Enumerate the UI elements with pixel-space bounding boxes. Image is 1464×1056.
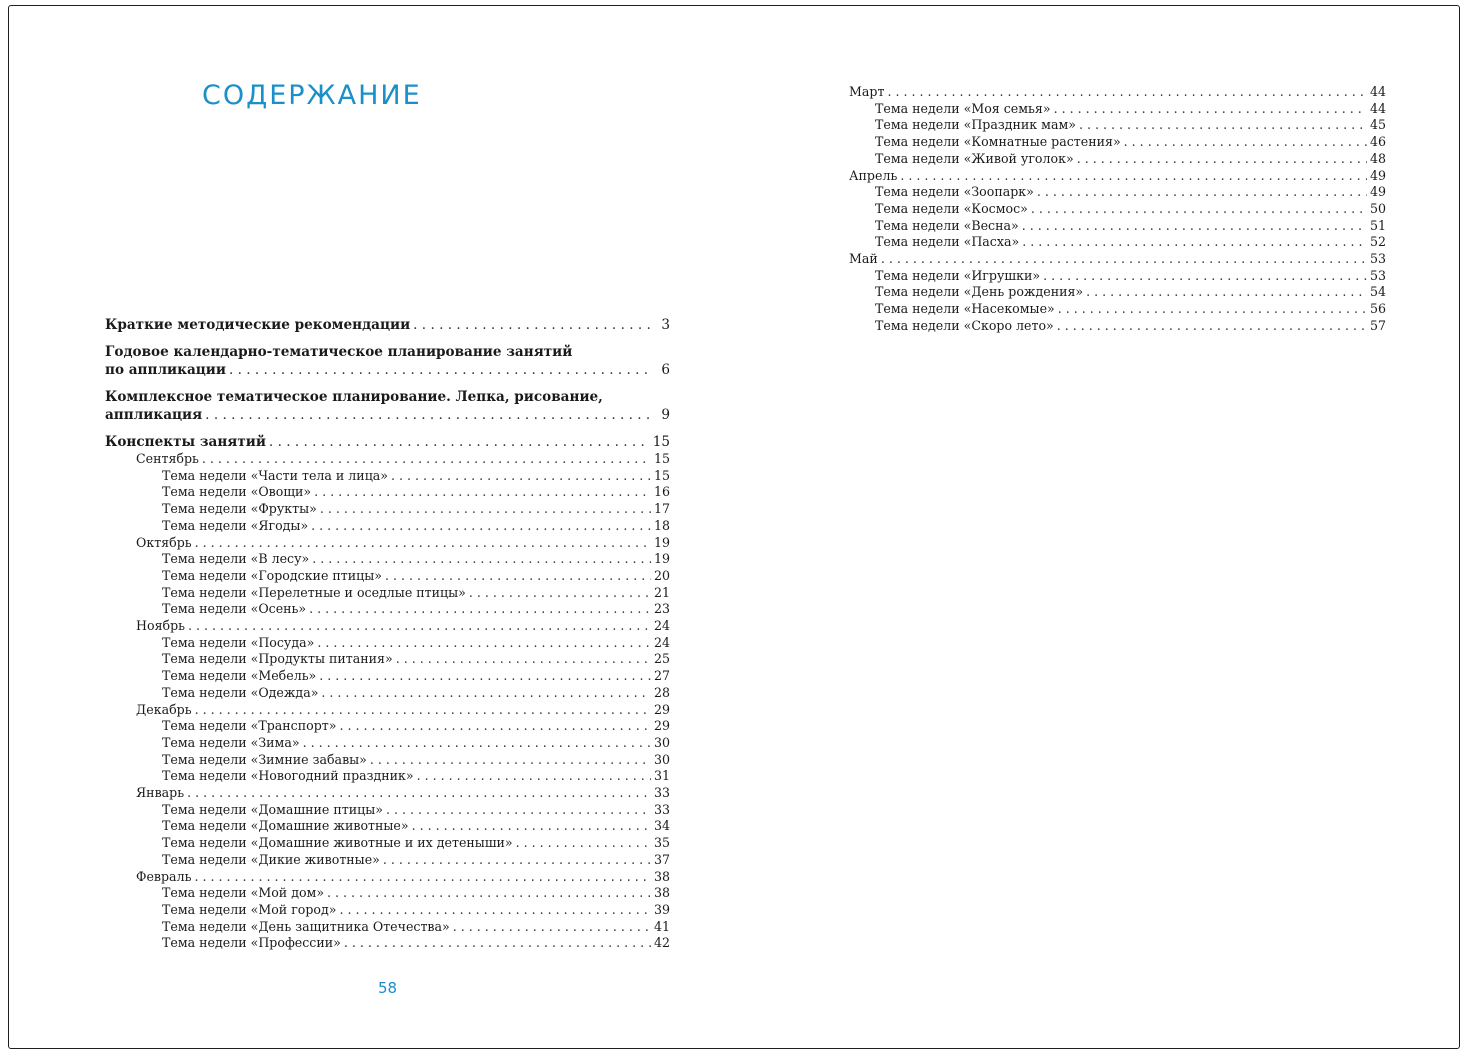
dot-leader — [386, 802, 651, 819]
toc-entry-page: 33 — [653, 801, 670, 817]
toc-entry-label: Тема недели «Городские птицы» — [162, 567, 382, 583]
toc-entry-page: 52 — [1369, 234, 1386, 250]
toc-entry[interactable] — [105, 568, 670, 585]
toc-entry-label: Тема недели «Домашние животные» — [162, 818, 409, 834]
book-spread — [8, 5, 1460, 1049]
toc-entry-label: Тема недели «День защитника Отечества» — [162, 918, 450, 934]
toc-entry[interactable] — [105, 852, 670, 869]
toc-entry-label: Тема недели «Перелетные и оседлые птицы» — [162, 584, 466, 600]
toc-entry[interactable] — [849, 234, 1386, 251]
toc-entry-label: Тема недели «Домашние животные и их детеныши» — [162, 835, 513, 851]
dot-leader — [339, 718, 651, 735]
toc-entry-page: 38 — [653, 868, 670, 884]
toc-months-list — [849, 84, 1386, 335]
toc-entry[interactable] — [105, 433, 670, 451]
toc-entry[interactable] — [105, 902, 670, 919]
dot-leader — [385, 568, 651, 585]
toc-entry[interactable] — [105, 869, 670, 886]
toc-entry-page: 49 — [1369, 167, 1386, 183]
toc-entry-page: 44 — [1369, 84, 1386, 99]
dot-leader — [321, 685, 651, 702]
toc-entry[interactable] — [849, 117, 1386, 134]
toc-entry-page: 41 — [653, 918, 670, 934]
toc-entry[interactable] — [105, 406, 670, 424]
toc-entry-page: 3 — [661, 317, 670, 333]
dot-leader — [516, 835, 651, 852]
toc-entry-label: Февраль — [136, 868, 192, 884]
page-number: 58 — [378, 979, 398, 997]
dot-leader — [1079, 117, 1367, 134]
toc-entry-page: 31 — [653, 768, 670, 784]
toc-entry-label: Тема недели «Живой уголок» — [875, 150, 1074, 166]
toc-entry-page: 28 — [653, 684, 670, 700]
dot-leader — [887, 84, 1367, 101]
dot-leader — [413, 316, 653, 334]
dot-leader — [317, 635, 651, 652]
dot-leader — [881, 251, 1367, 268]
toc-entry[interactable] — [849, 218, 1386, 235]
toc-entry-label: Тема недели «В лесу» — [162, 551, 310, 567]
toc-entry-page: 42 — [653, 935, 670, 951]
dot-leader — [1086, 284, 1367, 301]
toc-entry-label: Конспекты занятий — [105, 434, 266, 450]
toc-entry-page: 50 — [1369, 200, 1386, 216]
dot-leader — [229, 361, 653, 379]
toc-entry[interactable] — [105, 316, 670, 334]
toc-entry-label: Тема недели «Ягоды» — [162, 517, 309, 533]
toc-left-column — [105, 316, 670, 952]
dot-leader — [303, 735, 651, 752]
toc-entry-label: Тема недели «День рождения» — [875, 284, 1084, 300]
toc-entry[interactable] — [105, 885, 670, 902]
toc-entry-label: аппликация — [105, 407, 203, 423]
dot-leader — [1031, 201, 1367, 218]
toc-entry-page: 57 — [1369, 317, 1386, 333]
toc-entry[interactable] — [105, 651, 670, 668]
toc-entry-page: 16 — [653, 484, 670, 500]
dot-leader — [194, 869, 651, 886]
toc-entry-label: Тема недели «Транспорт» — [162, 718, 337, 734]
toc-entry[interactable] — [849, 168, 1386, 185]
dot-leader — [188, 618, 651, 635]
toc-entry-label: Тема недели «Игрушки» — [875, 267, 1041, 283]
toc-entry-label: Краткие методические рекомендации — [105, 317, 411, 333]
toc-main-section — [105, 343, 670, 379]
dot-leader — [900, 168, 1367, 185]
dot-leader — [412, 818, 651, 835]
toc-months-list — [105, 451, 670, 952]
toc-entry-label: Тема недели «Фрукты» — [162, 501, 317, 517]
dot-leader — [383, 852, 651, 869]
dot-leader — [1057, 318, 1367, 335]
toc-entry-page: 29 — [653, 718, 670, 734]
toc-entry-label: Тема недели «Посуда» — [162, 634, 315, 650]
toc-entry-page: 27 — [653, 668, 670, 684]
toc-entry-label-line: Годовое календарно-тематическое планирование занятий — [105, 344, 573, 360]
toc-entry[interactable] — [849, 318, 1386, 335]
toc-entry[interactable] — [105, 601, 670, 618]
dot-leader — [453, 919, 651, 936]
dot-leader — [339, 902, 650, 919]
toc-entry-label: Тема недели «Зима» — [162, 734, 300, 750]
toc-entry-label: Ноябрь — [136, 618, 186, 634]
toc-entry[interactable] — [105, 718, 670, 735]
dot-leader — [314, 484, 651, 501]
toc-entry[interactable] — [849, 84, 1386, 101]
dot-leader — [319, 668, 651, 685]
toc-entry-page: 15 — [653, 451, 670, 466]
toc-entry[interactable] — [849, 151, 1386, 168]
dot-leader — [1037, 184, 1367, 201]
toc-entry[interactable] — [105, 551, 670, 568]
toc-entry[interactable] — [105, 361, 670, 379]
dot-leader — [1124, 134, 1367, 151]
toc-entry[interactable] — [105, 768, 670, 785]
toc-entry[interactable] — [105, 585, 670, 602]
toc-entry-label: Тема недели «Домашние птицы» — [162, 801, 383, 817]
dot-leader — [311, 518, 651, 535]
toc-entry-page: 9 — [661, 407, 670, 423]
toc-entry-label: Тема недели «Весна» — [875, 217, 1019, 233]
toc-entry[interactable] — [105, 451, 670, 468]
toc-entry-label: Тема недели «Профессии» — [162, 935, 341, 951]
dot-leader — [195, 535, 651, 552]
toc-entry-page: 15 — [653, 467, 670, 483]
toc-entry-page: 15 — [652, 434, 670, 450]
toc-entry-page: 35 — [653, 835, 670, 851]
toc-entry-page: 21 — [653, 584, 670, 600]
dot-leader — [327, 885, 651, 902]
toc-entry-label: Тема недели «Дикие животные» — [162, 851, 380, 867]
dot-leader — [1077, 151, 1367, 168]
toc-entry-page: 54 — [1369, 284, 1386, 300]
toc-entry[interactable] — [105, 501, 670, 518]
toc-entry-page: 44 — [1369, 100, 1386, 116]
toc-entry[interactable] — [105, 802, 670, 819]
toc-entry-label: по аппликации — [105, 362, 226, 378]
toc-entry-page: 23 — [653, 601, 670, 617]
toc-entry[interactable] — [105, 518, 670, 535]
toc-entry[interactable] — [105, 468, 670, 485]
toc-entry[interactable] — [105, 685, 670, 702]
toc-entry-page: 46 — [1369, 134, 1386, 150]
toc-entry[interactable] — [849, 251, 1386, 268]
dot-leader — [195, 702, 651, 719]
toc-entry-page: 24 — [653, 618, 670, 634]
toc-entry[interactable] — [849, 301, 1386, 318]
toc-entry[interactable] — [105, 818, 670, 835]
toc-entry-label: Сентябрь — [136, 451, 199, 466]
dot-leader — [312, 551, 651, 568]
toc-entry-label: Тема недели «Зоопарк» — [875, 184, 1034, 200]
dot-leader — [391, 468, 651, 485]
toc-entry-label: Тема недели «Продукты питания» — [162, 651, 393, 667]
dot-leader — [1054, 101, 1367, 118]
toc-entry[interactable] — [105, 635, 670, 652]
toc-entry-label: Тема недели «Насекомые» — [875, 301, 1055, 317]
toc-entry-label: Тема недели «Мой дом» — [162, 885, 325, 901]
toc-entry[interactable] — [849, 201, 1386, 218]
toc-entry[interactable] — [105, 702, 670, 719]
toc-entry-page: 24 — [653, 634, 670, 650]
toc-entry-page: 18 — [653, 517, 670, 533]
toc-entry[interactable] — [105, 535, 670, 552]
toc-entry-page: 29 — [653, 701, 670, 717]
toc-entry-page: 34 — [653, 818, 670, 834]
dot-leader — [1058, 301, 1367, 318]
toc-entry-page: 30 — [653, 734, 670, 750]
toc-entry-label: Тема недели «Моя семья» — [875, 100, 1051, 116]
toc-entry[interactable] — [105, 618, 670, 635]
toc-entry[interactable] — [105, 752, 670, 769]
toc-entry-page: 19 — [653, 551, 670, 567]
toc-entry-label: Тема недели «Одежда» — [162, 684, 319, 700]
toc-entry-page: 53 — [1369, 251, 1386, 267]
toc-entry[interactable] — [105, 484, 670, 501]
dot-leader — [370, 752, 651, 769]
page-title: СОДЕРЖАНИЕ — [202, 80, 422, 111]
toc-main-section — [105, 388, 670, 424]
toc-entry-page: 48 — [1369, 150, 1386, 166]
toc-entry[interactable] — [105, 735, 670, 752]
toc-entry-label: Тема недели «Космос» — [875, 200, 1028, 216]
dot-leader — [205, 406, 653, 424]
toc-entry-label: Тема недели «Части тела и лица» — [162, 467, 389, 483]
toc-entry-label: Тема недели «Комнатные растения» — [875, 134, 1121, 150]
toc-entry-page: 56 — [1369, 301, 1386, 317]
toc-entry-label-line: Комплексное тематическое планирование. Лепка, рисование, — [105, 389, 603, 405]
toc-entry-label: Октябрь — [136, 534, 192, 550]
dot-leader — [202, 451, 651, 468]
toc-entry-label: Декабрь — [136, 701, 192, 717]
dot-leader — [469, 585, 651, 602]
toc-entry-label: Тема недели «Овощи» — [162, 484, 312, 500]
toc-entry-page: 25 — [653, 651, 670, 667]
toc-entry[interactable] — [105, 835, 670, 852]
dot-leader — [187, 785, 651, 802]
dot-leader — [309, 601, 651, 618]
toc-entry-page: 30 — [653, 751, 670, 767]
toc-entry[interactable] — [849, 134, 1386, 151]
toc-entry-label: Тема недели «Мой город» — [162, 901, 337, 917]
dot-leader — [417, 768, 651, 785]
toc-entry-page: 45 — [1369, 117, 1386, 133]
toc-entry-page: 20 — [653, 567, 670, 583]
dot-leader — [269, 433, 650, 451]
toc-entry[interactable] — [849, 184, 1386, 201]
toc-entry-label: Апрель — [849, 167, 898, 183]
toc-entry-label: Тема недели «Зимние забавы» — [162, 751, 367, 767]
toc-main-section — [105, 316, 670, 334]
toc-entry-page: 33 — [653, 785, 670, 801]
toc-entry[interactable] — [849, 101, 1386, 118]
toc-entry-page: 51 — [1369, 217, 1386, 233]
toc-entry-label: Тема недели «Осень» — [162, 601, 307, 617]
dot-leader — [1022, 234, 1367, 251]
toc-entry-page: 17 — [653, 501, 670, 517]
dot-leader — [1043, 268, 1367, 285]
toc-entry[interactable] — [849, 268, 1386, 285]
dot-leader — [396, 651, 651, 668]
toc-entry[interactable] — [849, 284, 1386, 301]
toc-right-column — [849, 84, 1386, 335]
toc-entry-label: Тема недели «Новогодний праздник» — [162, 768, 414, 784]
toc-entry-label: Тема недели «Праздник мам» — [875, 117, 1076, 133]
toc-entry[interactable] — [105, 785, 670, 802]
toc-entry-page: 53 — [1369, 267, 1386, 283]
toc-entry-label: Май — [849, 251, 878, 267]
toc-entry-page: 49 — [1369, 184, 1386, 200]
toc-entry-page: 39 — [653, 901, 670, 917]
dot-leader — [344, 935, 651, 952]
dot-leader — [320, 501, 651, 518]
toc-entry-page: 38 — [653, 885, 670, 901]
toc-entry-label: Тема недели «Скоро лето» — [875, 317, 1054, 333]
toc-entry[interactable] — [105, 668, 670, 685]
toc-entry-page: 6 — [661, 362, 670, 378]
toc-entry-label: Тема недели «Мебель» — [162, 668, 317, 684]
toc-entry-label: Январь — [136, 785, 185, 801]
toc-entry[interactable] — [105, 919, 670, 936]
toc-entry[interactable] — [105, 935, 670, 952]
dot-leader — [1022, 218, 1367, 235]
toc-entry-label: Тема недели «Пасха» — [875, 234, 1020, 250]
toc-entry-label: Март — [849, 84, 885, 99]
toc-entry-page: 19 — [653, 534, 670, 550]
toc-entry-page: 37 — [653, 851, 670, 867]
